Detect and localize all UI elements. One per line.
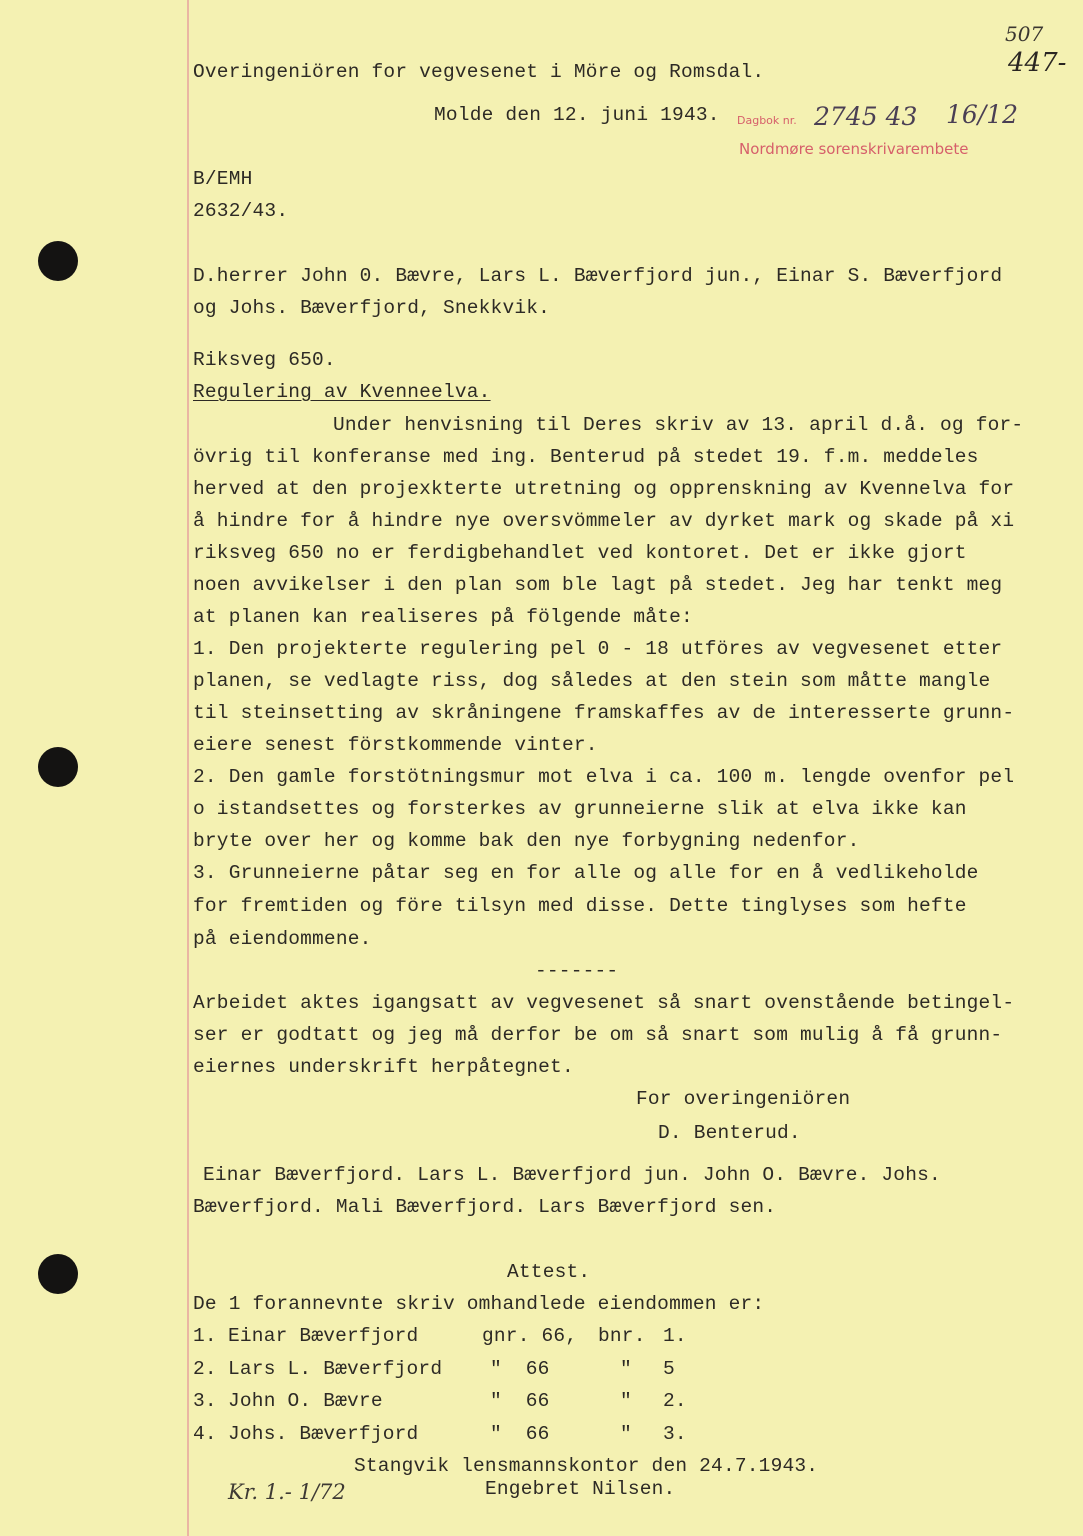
subject-road: Riksveg 650. — [193, 349, 336, 371]
attest-signer: Engebret Nilsen. — [485, 1478, 676, 1500]
attest-intro: De 1 forannevnte skriv omhandlede eiendommen er: — [193, 1293, 765, 1315]
attest-row-bnr-label: " — [620, 1358, 632, 1380]
addressee-line: D.herrer John 0. Bævre, Lars L. Bæverfjord jun., Einar S. Bæverfjord — [193, 265, 1003, 287]
attest-row-bnr: 5 — [663, 1358, 675, 1380]
body-line: å hindre for å hindre nye oversvömmeler av dyrket mark og skade på xi — [193, 510, 1015, 532]
attest-row-bnr: 2. — [663, 1390, 687, 1412]
attest-row-number: 3. — [193, 1390, 217, 1412]
attest-row-bnr: 3. — [663, 1423, 687, 1445]
punch-hole — [38, 747, 78, 787]
attest-row-gnr: " 66 — [490, 1423, 550, 1445]
body-line: Under henvisning til Deres skriv av 13. april d.å. og for- — [333, 414, 1024, 436]
signature-title: For overingeniören — [636, 1088, 851, 1110]
attest-row-bnr: 1. — [663, 1325, 687, 1347]
closing-line: ser er godtatt og jeg må derfor be om så snart som mulig å få grunn- — [193, 1024, 1003, 1046]
attest-title: Attest. — [507, 1261, 591, 1283]
punch-hole — [38, 241, 78, 281]
attest-row-owner: John O. Bævre — [228, 1390, 383, 1412]
attest-row-number: 2. — [193, 1358, 217, 1380]
attest-row-bnr-label: " — [620, 1390, 632, 1412]
separator: ------- — [535, 960, 619, 982]
attest-row-gnr: gnr. 66, — [482, 1325, 578, 1347]
stamp-dagbok-date: 16/12 — [946, 100, 1019, 129]
margin-rule — [187, 0, 189, 1536]
closing-line: eiernes underskrift herpåtegnet. — [193, 1056, 574, 1078]
body-line: for fremtiden og före tilsyn med disse. Dette tinglyses som hefte — [193, 895, 967, 917]
signature-name: D. Benterud. — [658, 1122, 801, 1144]
reference-initials: B/EMH — [193, 168, 253, 190]
body-line: at planen kan realiseres på fölgende måte: — [193, 606, 693, 628]
body-line: herved at den projexkterte utretning og opprenskning av Kvennelva for — [193, 478, 1015, 500]
reference-number: 2632/43. — [193, 200, 289, 222]
closing-line: Arbeidet aktes igangsatt av vegvesenet så snart ovenstående betingel- — [193, 992, 1015, 1014]
addressee-line: og Johs. Bæverfjord, Snekkvik. — [193, 297, 551, 319]
corner-mark: 507 — [1005, 22, 1044, 46]
body-line: noen avvikelser i den plan som ble lagt på stedet. Jeg har tenkt meg — [193, 574, 1003, 596]
letterhead: Overingeniören for vegvesenet i Möre og Romsdal. — [193, 61, 765, 83]
body-line: o istandsettes og forsterkes av grunneierne slik at elva ikke kan — [193, 798, 967, 820]
attest-row-number: 4. — [193, 1423, 217, 1445]
attest-row-bnr-label: bnr. — [598, 1325, 646, 1347]
attest-row-owner: Einar Bæverfjord — [228, 1325, 419, 1347]
body-line: på eiendommene. — [193, 928, 372, 950]
page-number: 447- — [1008, 48, 1067, 78]
punch-hole — [38, 1254, 78, 1294]
body-line: övrig til konferanse med ing. Benterud på stedet 19. f.m. meddeles — [193, 446, 979, 468]
fee-annotation: Kr. 1.- 1/72 — [228, 1480, 346, 1504]
place-date: Molde den 12. juni 1943. — [434, 104, 720, 126]
body-line: til steinsetting av skråningene framskaffes av de interesserte grunn- — [193, 702, 1015, 724]
stamp-office: Nordmøre sorenskrivarembete — [739, 140, 969, 158]
body-line: 1. Den projekterte regulering pel 0 - 18 utföres av vegvesenet etter — [193, 638, 1003, 660]
body-line: planen, se vedlagte riss, dog således at den stein som måtte mangle — [193, 670, 991, 692]
body-line: 2. Den gamle forstötningsmur mot elva i ca. 100 m. lengde ovenfor pel — [193, 766, 1015, 788]
stamp-dagbok-label: Dagbok nr. — [737, 114, 797, 127]
attest-place-date: Stangvik lensmannskontor den 24.7.1943. — [354, 1455, 819, 1477]
attest-row-owner: Lars L. Bæverfjord — [228, 1358, 443, 1380]
body-line: eiere senest förstkommende vinter. — [193, 734, 598, 756]
body-line: bryte over her og komme bak den nye forbygning nedenfor. — [193, 830, 860, 852]
attest-row-gnr: " 66 — [490, 1358, 550, 1380]
attest-row-number: 1. — [193, 1325, 217, 1347]
stamp-dagbok-number: 2745 43 — [814, 102, 918, 131]
body-line: riksveg 650 no er ferdigbehandlet ved kontoret. Det er ikke gjort — [193, 542, 967, 564]
subject-title: Regulering av Kvenneelva. — [193, 381, 491, 403]
body-line: 3. Grunneierne påtar seg en for alle og alle for en å vedlikeholde — [193, 862, 979, 884]
attest-row-owner: Johs. Bæverfjord — [228, 1423, 419, 1445]
attest-row-bnr-label: " — [620, 1423, 632, 1445]
signers-line: Einar Bæverfjord. Lars L. Bæverfjord jun. John O. Bævre. Johs. — [203, 1164, 941, 1186]
attest-row-gnr: " 66 — [490, 1390, 550, 1412]
signers-line: Bæverfjord. Mali Bæverfjord. Lars Bæverfjord sen. — [193, 1196, 777, 1218]
